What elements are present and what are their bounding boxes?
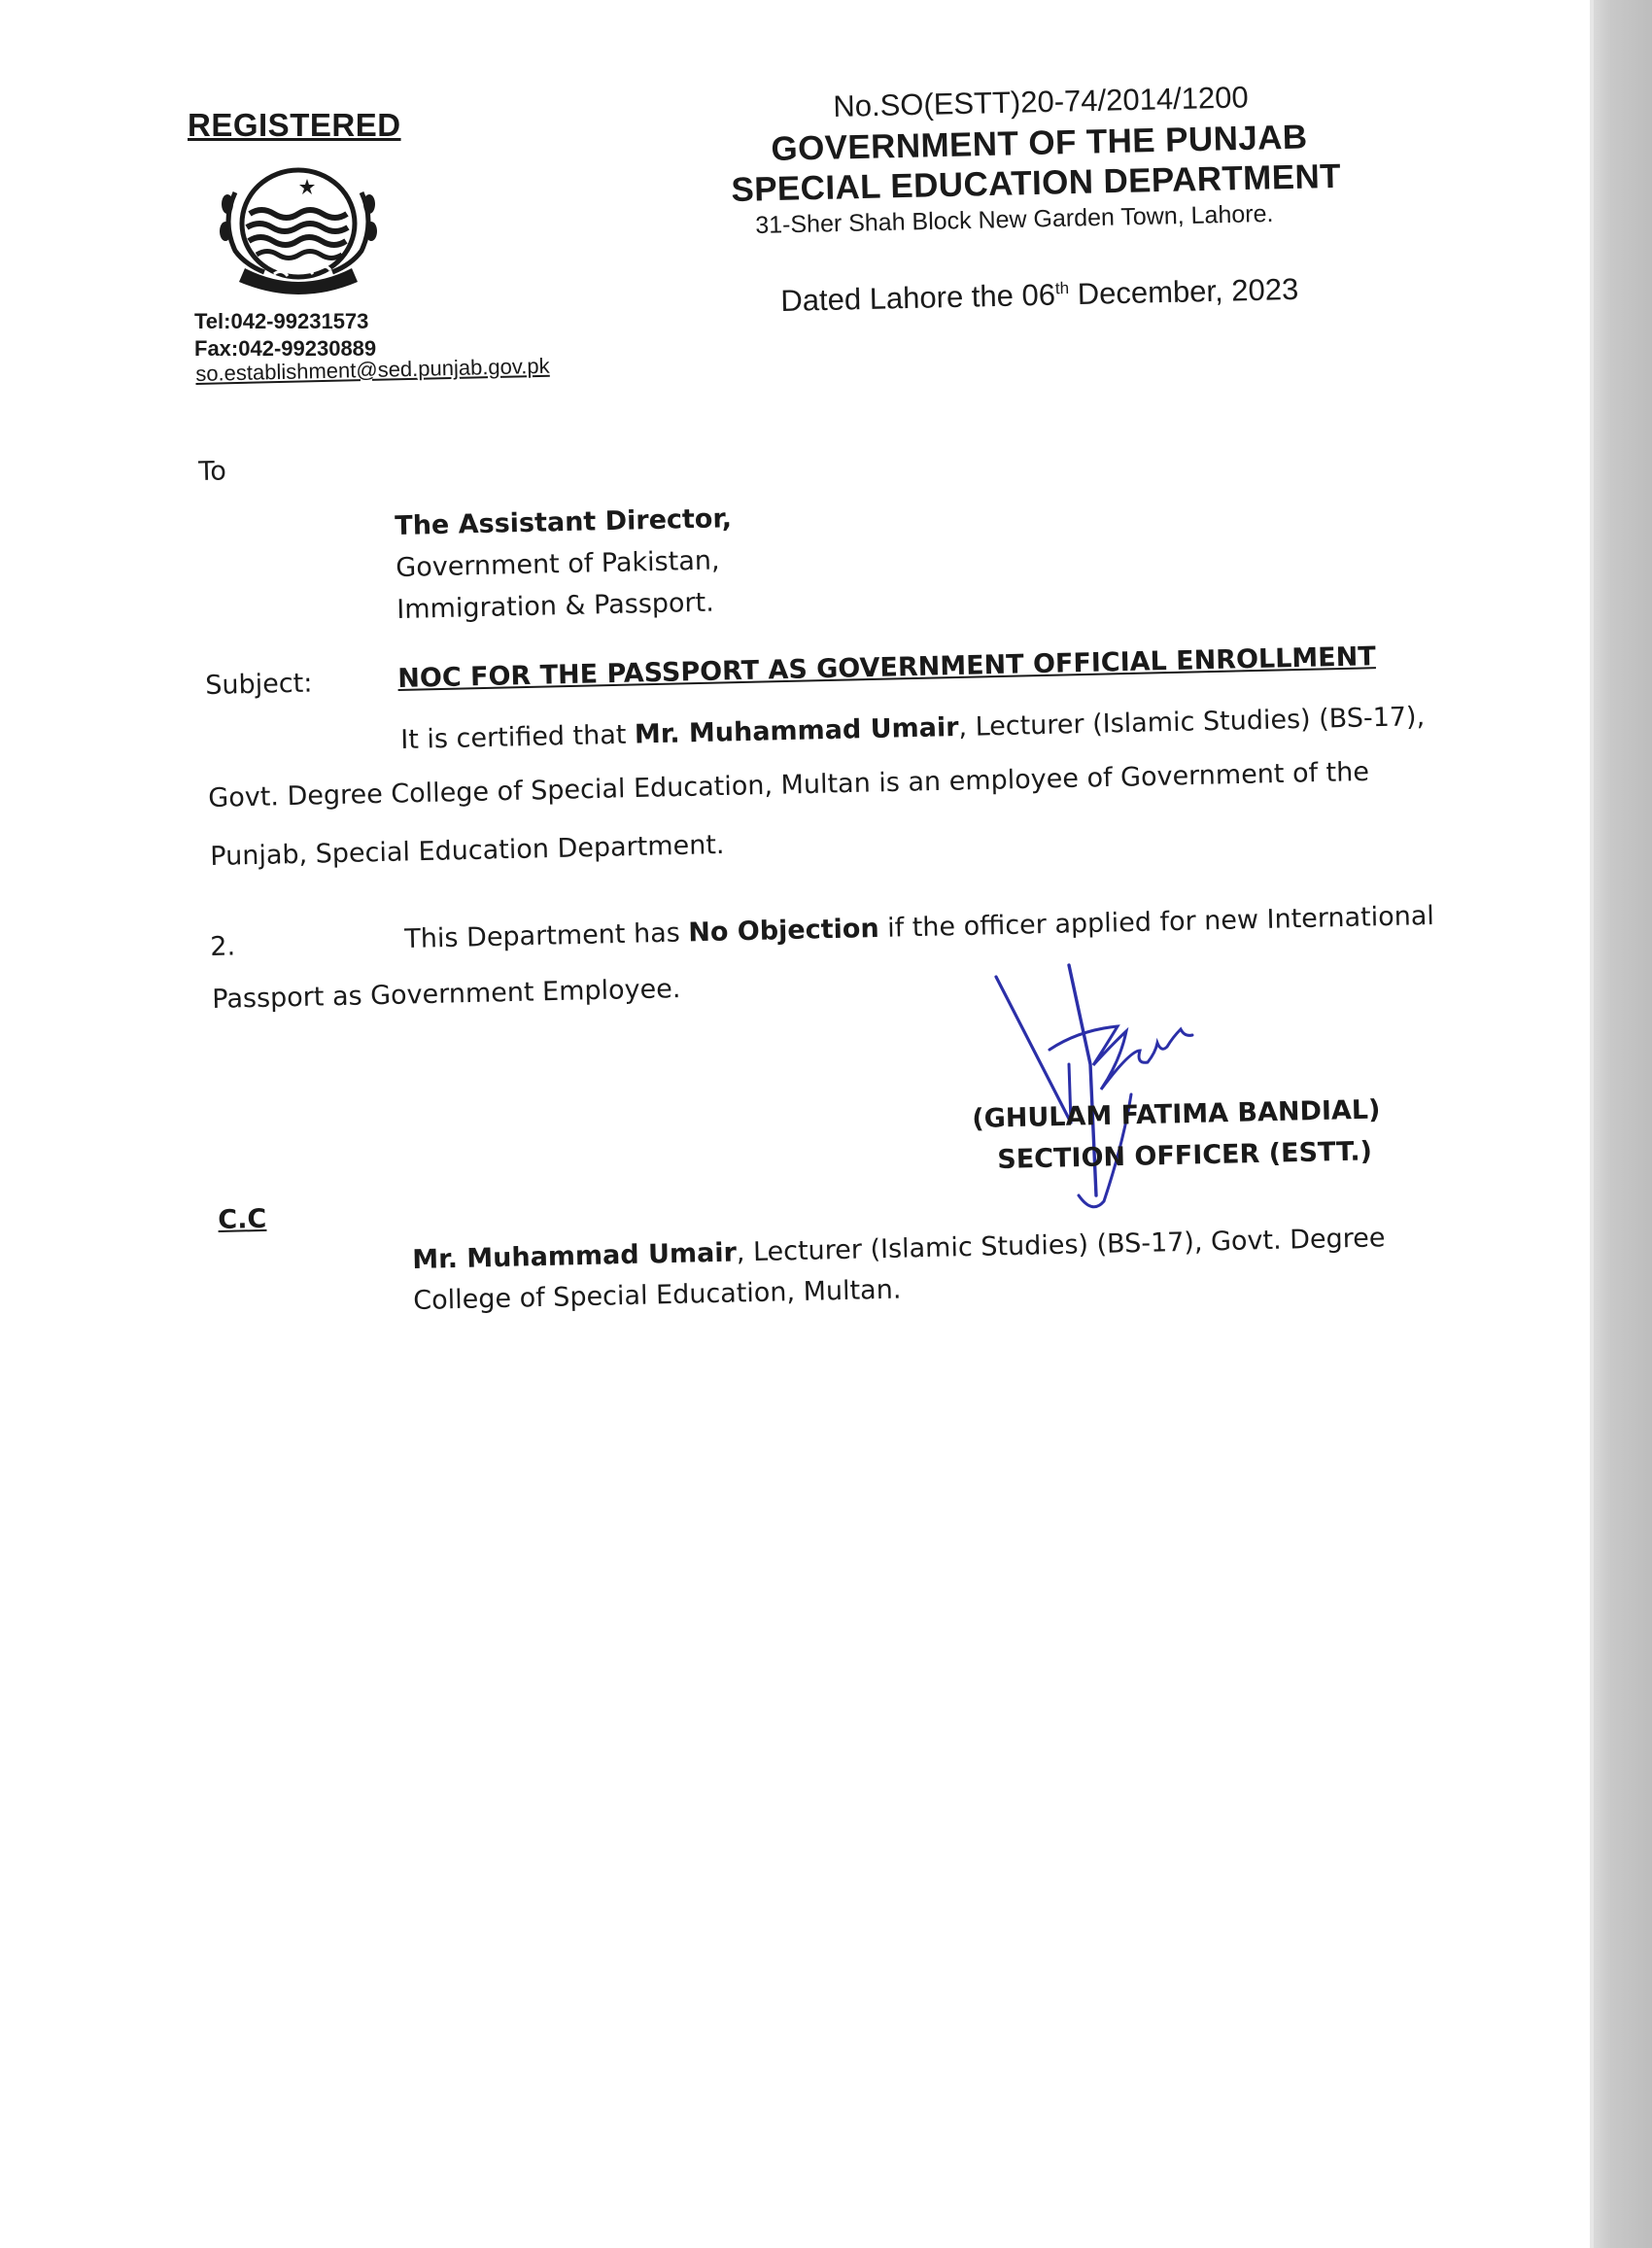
signatory-name: (GHULAM FATIMA BANDIAL) bbox=[972, 1094, 1381, 1134]
employee-name: Mr. Muhammad Umair bbox=[634, 711, 959, 750]
date-rest: December, 2023 bbox=[1068, 271, 1299, 312]
recipient-line2: Immigration & Passport. bbox=[396, 587, 715, 625]
para2-number: 2. bbox=[210, 931, 236, 962]
signatory-designation: SECTION OFFICER (ESTT.) bbox=[997, 1136, 1373, 1175]
fax-number: Fax:042-99230889 bbox=[194, 336, 377, 361]
para2-line1 bbox=[404, 901, 1434, 954]
subject-text: NOC FOR THE PASSPORT AS GOVERNMENT OFFICIAL ENROLLMENT bbox=[397, 641, 1377, 694]
subject-label: Subject: bbox=[205, 668, 313, 701]
para1-line1 bbox=[400, 702, 1425, 755]
para1-rest: , Lecturer (Islamic Studies) (BS-17), bbox=[958, 702, 1426, 743]
scan-edge-shadow bbox=[1594, 0, 1652, 2248]
recipient-title: The Assistant Director, bbox=[395, 503, 733, 541]
para2-intro: This Department has bbox=[404, 917, 689, 954]
para1-intro: It is certified that bbox=[400, 719, 636, 755]
cc-employee-name: Mr. Muhammad Umair bbox=[412, 1237, 738, 1275]
registered-label: REGISTERED bbox=[188, 107, 401, 143]
letter-date bbox=[780, 272, 1299, 319]
date-suffix: th bbox=[1054, 278, 1070, 298]
to-label: To bbox=[198, 456, 227, 487]
para1-line2: Govt. Degree College of Special Education, Multan is an employee of Government of the bbox=[208, 756, 1370, 813]
cc-line1 bbox=[412, 1223, 1386, 1275]
email-link[interactable]: so.establishment@sed.punjab.gov.pk bbox=[195, 353, 550, 386]
cc-label: C.C bbox=[218, 1203, 267, 1235]
cc-line2: College of Special Education, Multan. bbox=[413, 1274, 902, 1316]
recipient-line1: Government of Pakistan, bbox=[396, 545, 720, 583]
para2-line2: Passport as Government Employee. bbox=[212, 974, 681, 1015]
handwritten-signature bbox=[981, 957, 1254, 1229]
no-objection-text: No Objection bbox=[687, 913, 879, 949]
para1-line3: Punjab, Special Education Department. bbox=[210, 829, 725, 872]
department-heading: SPECIAL EDUCATION DEPARTMENT bbox=[731, 156, 1342, 209]
reference-number: No.SO(ESTT)20-74/2014/1200 bbox=[833, 80, 1250, 123]
government-heading: GOVERNMENT OF THE PUNJAB bbox=[771, 118, 1308, 168]
punjab-emblem-logo bbox=[206, 154, 391, 299]
department-address: 31-Sher Shah Block New Garden Town, Lahore. bbox=[755, 199, 1274, 239]
telephone-number: Tel:042-99231573 bbox=[194, 309, 369, 333]
para2-rest: if the officer applied for new International bbox=[878, 900, 1435, 944]
date-prefix: Dated Lahore the 06 bbox=[780, 277, 1056, 318]
cc-rest: , Lecturer (Islamic Studies) (BS-17), Govt. Degree bbox=[736, 1223, 1386, 1268]
